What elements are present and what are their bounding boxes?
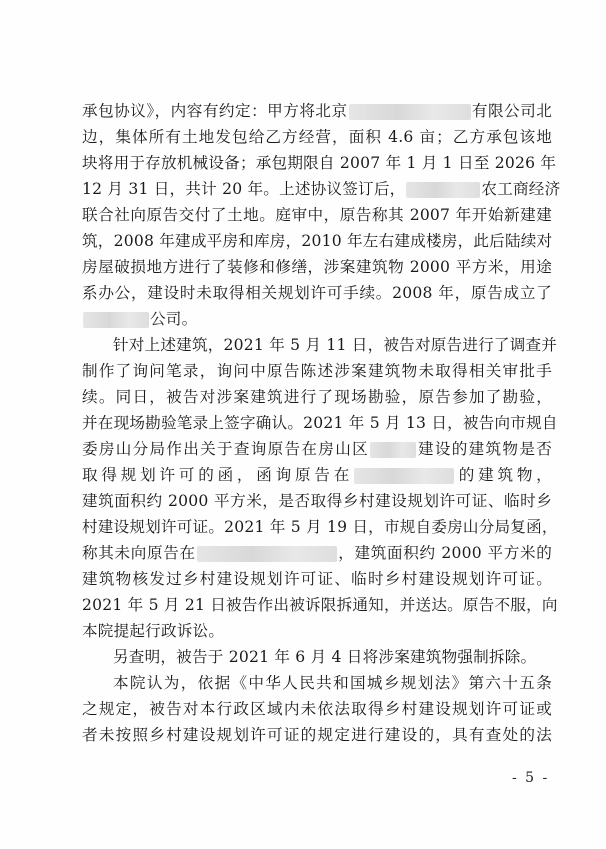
text-line: [82, 332, 558, 358]
text-line: [82, 98, 552, 124]
text-segment: 取得规划许可的函，函询原告在: [82, 466, 354, 484]
text-line: [82, 566, 552, 592]
text-segment: 委房山分局作出关于查询原告在房山区: [82, 440, 369, 458]
text-segment: 系办公，建设时未取得相关规划许可手续。2008 年，原告成立了: [82, 284, 552, 302]
text-line: [82, 722, 552, 748]
text-segment: 边，集体所有土地发包给乙方经营，面积 4.6 亩；乙方承包该地: [82, 128, 552, 146]
text-segment: 者未按照乡村建设规划许可证的规定进行建设的，具有查处的法: [82, 726, 552, 744]
page-number: - 5 -: [512, 770, 550, 786]
text-line: [82, 202, 552, 228]
redaction-mark: [354, 468, 454, 484]
redaction-mark: [83, 312, 149, 328]
text-segment: 另查明，被告于 2021 年 6 月 4 日将涉案建筑物强制拆除。: [113, 648, 537, 666]
text-line: [82, 358, 552, 384]
text-segment: 联合社向原告交付了土地。庭审中，原告称其 2007 年开始新建建: [82, 206, 552, 224]
text-segment: 并在现场勘验笔录上签字确认。2021 年 5 月 13 日，被告向市规自: [82, 414, 558, 432]
text-line: [82, 280, 552, 306]
text-segment: 续。同日，被告对涉案建筑进行了现场勘验，原告参加了勘验，: [82, 388, 552, 406]
text-segment: 农工商经济: [481, 180, 561, 198]
text-segment: 针对上述建筑，2021 年 5 月 11 日，被告对原告进行了调查并: [113, 336, 558, 354]
text-line: [82, 488, 552, 514]
redaction-mark: [406, 182, 480, 198]
redaction-mark: [197, 546, 337, 562]
text-segment: 本院认为，依据《中华人民共和国城乡规划法》第六十五条: [113, 674, 552, 692]
text-line: [82, 540, 552, 566]
text-segment: ，建筑面积约 2000 平方米的: [337, 544, 552, 562]
text-line: [82, 644, 552, 670]
text-line: [82, 176, 561, 202]
text-segment: 本院提起行政诉讼。: [82, 622, 225, 640]
text-line: [82, 592, 558, 618]
text-line: [82, 696, 552, 722]
text-segment: 承包协议》，内容有约定：甲方将北京: [82, 102, 348, 120]
text-segment: 建设的建筑物是否: [416, 440, 552, 458]
text-line: [82, 670, 552, 696]
text-line: [82, 384, 552, 410]
body-text: [82, 98, 561, 748]
text-segment: 筑，2008 年建成平房和库房，2010 年左右建成楼房，此后陆续对: [82, 232, 553, 250]
text-segment: 之规定，被告对本行政区域内未依法取得乡村建设规划许可证或: [82, 700, 552, 718]
text-line: [82, 306, 552, 332]
text-segment: 的建筑物，: [455, 466, 552, 484]
text-line: [82, 410, 558, 436]
text-line: [82, 618, 552, 644]
text-line: [82, 228, 552, 254]
text-line: [82, 254, 552, 280]
text-segment: 建筑面积约 2000 平方米，是否取得乡村建设规划许可证、临时乡: [82, 492, 552, 510]
text-segment: 称其未向原告在: [82, 544, 196, 562]
text-segment: 2021 年 5 月 21 日被告作出被诉限拆通知，并送达。原告不服，向: [82, 596, 558, 614]
text-segment: 12 月 31 日，共计 20 年。上述协议签订后，: [82, 180, 406, 198]
text-segment: 制作了询问笔录，询问中原告陈述涉案建筑物未取得相关审批手: [82, 362, 552, 380]
text-segment: 村建设规划许可证。2021 年 5 月 19 日，市规自委房山分局复函，: [82, 518, 558, 536]
text-segment: 房屋破损地方进行了装修和修缮，涉案建筑物 2000 平方米，用途: [82, 258, 552, 276]
text-line: [82, 124, 552, 150]
text-line: [82, 514, 558, 540]
text-segment: 有限公司北: [471, 102, 552, 120]
text-line: [82, 150, 557, 176]
redaction-mark: [349, 104, 471, 120]
text-line: [82, 436, 552, 462]
text-segment: 块将用于存放机械设备；承包期限自 2007 年 1 月 1 日至 2026 年: [82, 154, 557, 172]
text-segment: 建筑物核发过乡村建设规划许可证、临时乡村建设规划许可证。: [82, 570, 552, 588]
text-segment: 公司。: [150, 310, 198, 328]
text-line: [82, 462, 552, 488]
redaction-mark: [370, 442, 416, 458]
